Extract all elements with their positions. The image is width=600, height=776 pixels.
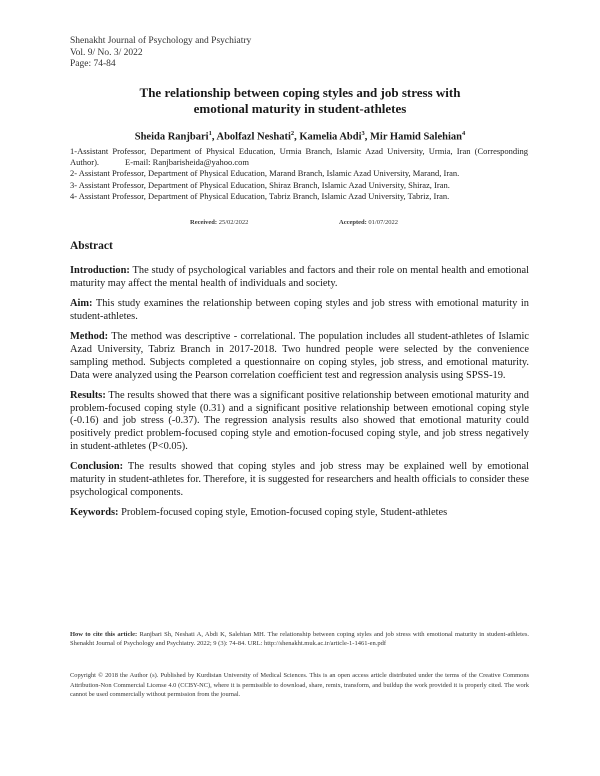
author-name: Abolfazl Neshati	[216, 131, 291, 143]
author-affil-number: 3	[361, 130, 365, 137]
journal-name: Shenakht Journal of Psychology and Psychiatry	[70, 36, 252, 46]
journal-pages: Page: 74-84	[70, 59, 116, 69]
abstract-conclusion: Conclusion: The results showed that coping styles and job stress may be explained well by emotional maturity in student-athletes for. Therefore, it is suggested for researchers and health officials to consider these psychological components.	[70, 461, 529, 498]
abstract-heading: Abstract	[70, 240, 113, 252]
affiliation-4: 4- Assistant Professor, Department of Physical Education, Tabriz Branch, Islamic Azad University, Tabriz, Iran.	[70, 190, 450, 201]
abstract-results: Results: The results showed that there was a significant positive relationship between emotional maturity and problem-focused coping style (0.31) and a significant positive relationship between emotional coping style (-0.16) and job stress (-0.37). The regression analysis results also showed that emotional maturity could positively predict problem-focused coping style and emotion-focused coping style, and job stress negatively in student-athletes (P<0.05).	[70, 389, 529, 453]
author-name: Kamelia Abdi	[299, 131, 362, 143]
title-line-2: emotional maturity in student-athletes	[193, 101, 407, 116]
accepted-date: Accepted: 01/07/2022	[339, 219, 399, 226]
affiliation-2: 2- Assistant Professor, Department of Physical Education, Marand Branch, Islamic Azad University, Marand, Iran.	[70, 168, 460, 179]
author-name: Mir Hamid Salehian	[370, 131, 462, 143]
title-line-1: The relationship between coping styles and job stress with	[139, 85, 461, 100]
author-affil-number: 2	[290, 130, 295, 137]
abstract-keywords: Keywords: Problem-focused coping style, Emotion-focused coping style, Student-athletes	[70, 507, 448, 519]
journal-header	[70, 36, 251, 71]
corresponding-email: E-mail: Ranjbarisheida@yahoo.com	[125, 157, 250, 168]
abstract-method: Method: The method was descriptive - correlational. The population includes all student-athletes of Islamic Azad University, Tabriz Branch in 2017-2018. Two hundred people were selected by the convenience sampling method. Subjects completed a questionnaire on coping styles, job stress, and emotional maturity. Data were analyzed using the Pearson correlation coefficient test and regression analysis using SPSS-19.	[70, 331, 529, 381]
journal-volume: Vol. 9/ No. 3/ 2022	[70, 47, 143, 58]
affiliation-3: 3- Assistant Professor, Department of Physical Education, Shiraz Branch, Islamic Azad University, Shiraz, Iran.	[70, 179, 450, 190]
author-affil-number: 1	[208, 130, 212, 137]
abstract-aim: Aim: This study examines the relationship between coping styles and job stress with emotional maturity in student-athletes.	[70, 298, 529, 322]
affiliations	[70, 146, 528, 202]
author-affil-number: 4	[461, 130, 466, 137]
copyright-notice: Copyright © 2018 the Author (s). Published by Kurdistan University of Medical Sciences. This is an open access article distributed under the terms of the Creative Commons Attribution-Non Commercial License 4.0 (CCBY-NC), where it is permissible to download, share, remix, transform, and buildup the work provided it is properly cited. The work cannot be used commercially without permission from the journal.	[70, 672, 529, 699]
received-date: Received: 25/02/2022	[190, 219, 249, 226]
corresponding-author-note: (Corresponding Author).	[70, 146, 528, 168]
abstract-introduction: Introduction: The study of psychological variables and factors and their role on mental health and emotional maturity may affect the mental health of individuals and society.	[70, 265, 529, 289]
affiliation-1	[70, 146, 528, 168]
author-name: Sheida Ranjbari	[134, 131, 209, 143]
affiliation-text: 1-Assistant Professor, Department of Physical Education, Urmia Branch, Islamic Azad University, Urmia, Iran	[70, 146, 471, 156]
abstract-body	[70, 265, 529, 528]
author-list: Sheida Ranjbari$^1$, Abolfazl Neshati$^2$, Kamelia Abdi$^3$, Mir Hamid Salehian$^4$	[134, 130, 466, 143]
article-title	[70, 85, 530, 117]
how-to-cite: How to cite this article: Ranjbari Sh, Neshati A, Abdi K, Salehian MH. The relationship between coping styles and job stress with emotional maturity in student-athletes. Shenakht Journal of Psychology and Psychiatry. 2022; 9 (3): 74-84. URL: http://shenakht.muk.ac.ir/article-1-1461-en.pdf	[70, 631, 530, 648]
